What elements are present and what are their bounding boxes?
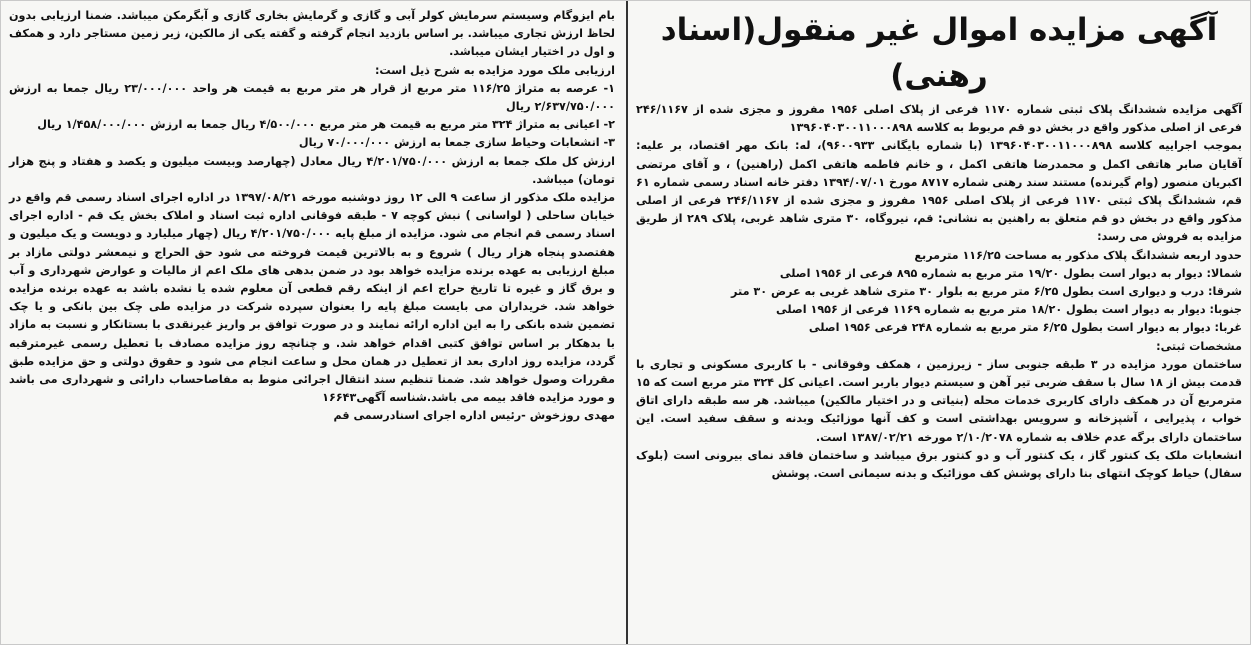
right-column [628,1,1250,644]
roof-and-hvac: بام ایزوگام وسیستم سرمایش کولر آبی و گازی و گرمایش بخاری گازی و آبگرمکن میباشد. ضمنا ارزیابی بدون لحاظ ارزش تجاری میباشد. بر اساس بازدید انجام گرفته و گفته یکی از مالکین، زیر زمین مستاجر دارد و همکف و اول در اختیار ایشان میباشد. [9,9,615,59]
notice-intro: آگهی مزایده ششدانگ پلاک ثبتی شماره ۱۱۷۰ فرعی از پلاک اصلی ۱۹۵۶ مفروز و مجزی شده از ۲۴۶/۱۱۶۷ فرعی از اصلی مذکور واقع در بخش دو قم مربوط به کلاسه ۱۳۹۶۰۴۰۳۰۰۱۱۰۰۰۸۹۸ [636,103,1242,135]
valuation-heading: ارزیابی ملک مورد مزایده به شرح ذیل است: [374,63,615,77]
valuation-land: ۱- عرصه به متراژ ۱۱۶/۲۵ متر مربع از قرار هر متر مربع به قیمت هر واحد ۲۳/۰۰۰/۰۰۰ ریال جمعا به ارزش ۲/۶۳۷/۷۵۰/۰۰۰ ریال [9,81,615,114]
valuation-building: ۲- اعیانی به متراژ ۳۲۴ متر مربع به قیمت هر متر مربع ۴/۵۰۰/۰۰۰ ریال جمعا به ارزش ۱/۴۵۸/۰۰۰/۰۰۰ ریال [37,118,615,132]
boundary-west: غربا: دیوار به دیوار است بطول ۶/۲۵ متر مربع به شماره ۲۴۸ فرعی ۱۹۵۶ اصلی [808,321,1242,335]
auction-terms: مزایده ملک مذکور از ساعت ۹ الی ۱۲ روز دوشنبه مورخه ۱۳۹۷/۰۸/۲۱ در اداره اجرای اسناد رسمی قم واقع در خیابان ساحلی ( لواسانی ) نبش کوچه ۷ - طبقه فوقانی اداره ثبت اسناد و املاک بخش یک قم - اداره اجرای اسناد رسمی قم انجام می شود. مزایده از مبلغ پایه ۴/۲۰۱/۷۵۰/۰۰۰ ریال (چهار میلیارد و دویست و یک میلیون و هفتصدو پنجاه هزار ریال ) شروع و به بالاترین قیمت فروخته می شود حق الحراج و نیمعشر دولتی مازاد بر مبلغ ارزیابی به عهده برنده مزایده خواهد بود در ضمن بدهی های ملک اعم از مالیات و عوارض شهرداری و آب و برق گاز و غیره تا تاریخ حراج اعم از اینکه رقم قطعی آن معلوم شده یا نشده باشد به عهده برنده مزایده خواهد شد. خریداران می بایست مبلغ پایه را بعنوان سپرده شرکت در مزایده طی چک بین بانکی و یا چک تضمین شده بانکی را به این اداره ارائه نمایند و در صورت توافق بر واریز غیرنقدی با بستانکار و نسبت به مازاد با بدهکار بر اساس توافق کتبی اقدام خواهد شد. و چنانچه روز مزایده مصادف با تعطیل رسمی غیرمترقبه گردد، مزایده روز اداری بعد از تعطیل در همان محل و ساعت انجام می شود و حقوق دولتی و حق مزایده طبق مقررات وصول خواهد شد. ضمنا تنظیم سند انتقال اجرائی منوط به مفاصاحساب دارائی و شهرداری می باشد و مورد مزایده فاقد بیمه می باشد.شناسه آگهی۱۶۶۴۳ [9,191,615,405]
utilities-description: انشعابات ملک یک کنتور گاز ، یک کنتور آب و دو کنتور برق میباشد و ساختمان فاقد نمای بیرونی است (بلوک سفال) حیاط کوچک انتهای بنا دارای پوشش کف موزائیک و بدنه سیمانی است. پوشش [636,448,1242,481]
signature-line: مهدی روزخوش -رئیس اداره اجرای اسنادرسمی قم [333,409,615,423]
valuation-utilities: ۳- انشعابات وحیاط سازی جمعا به ارزش ۷۰/۰۰۰/۰۰۰ ریال [298,136,615,150]
notice-execution-details: بموجب اجراییه کلاسه ۱۳۹۶۰۴۰۳۰۰۱۱۰۰۰۸۹۸ (با شماره بایگانی ۹۶۰۰۹۳۳)، له: بانک مهر اقتصاد، بر علیه: آقایان صابر هاتفی اکمل و محمدرضا هاتفی اکمل ، و خانم فاطمه هاتفی اکمل (راهنین) ، و آقای مرتضی اکبریان منصور (وام گیرنده) مستند سند رهنی شماره ۸۷۱۷ مورخ ۱۳۹۴/۰۷/۰۱ دفتر خانه اسناد رسمی شماره ۶۱ قم، ششدانگ پلاک ثبتی ۱۱۷۰ فرعی از پلاک اصلی ۱۹۵۶ مفروز و مجزی شده از ۲۴۶/۱۱۶۷ فرعی از اصلی مذکور واقع در بخش دو قم متعلق به راهنین به نشانی: قم، نیروگاه، ۳۰ متری شاهد غربی، پلاک ۲۸۹ از طریق مزایده به فروش می رسد: [636,139,1243,244]
boundary-east: شرقا: درب و دیواری است بطول ۶/۲۵ متر مربع به بلوار ۳۰ متری شاهد غربی به عرض ۳۰ متر [731,285,1242,299]
registration-specs-heading: مشخصات ثبتی: [1156,339,1242,353]
valuation-total: ارزش کل ملک جمعا به ارزش ۴/۲۰۱/۷۵۰/۰۰۰ ریال معادل (چهارصد وبیست میلیون و یکصد و هفتاد و پنج هزار تومان) میباشد. [9,154,615,186]
boundaries-heading: حدود اربعه ششدانگ پلاک مذکور به مساحت ۱۱۶/۲۵ مترمربع [914,248,1242,262]
boundary-north: شمالا: دیوار به دیوار است بطول ۱۹/۲۰ متر مربع به شماره ۸۹۵ فرعی از ۱۹۵۶ اصلی [779,266,1242,280]
building-description: ساختمان مورد مزایده در ۳ طبقه جنوبی ساز - زیرزمین ، همکف وفوقانی - با کاربری مسکونی و تجاری با قدمت بیش از ۱۸ سال با سقف ضربی تیر آهن و سیستم دیوار باربر است. اعیانی کل ۳۲۴ متر مربع است که ۱۵ مترمربع آن در همکف دارای کاربری خدمات محله (بنیاتی و در اختیار مالکین) میباشد. هر سه طبقه دارای اتاق خواب ، پذیرایی ، آشپزخانه و سرویس بهداشتی است و کف آنها موزائیک وبدنه و سقف سفید است. این ساختمان دارای برگه عدم خلاف به شماره ۲/۱۰/۲۰۷۸ مورخه ۱۳۸۷/۰۲/۲۱ است. [636,357,1242,444]
column-divider [626,1,628,644]
left-column [1,1,623,644]
notice-title: آگهی مزایده اموال غیر منقول(اسناد رهنی) [660,12,1218,94]
boundary-south: جنوبا: دیوار به دیوار است بطول ۱۸/۲۰ متر مربع به شماره ۱۱۶۹ فرعی از ۱۹۵۶ اصلی [776,303,1242,317]
